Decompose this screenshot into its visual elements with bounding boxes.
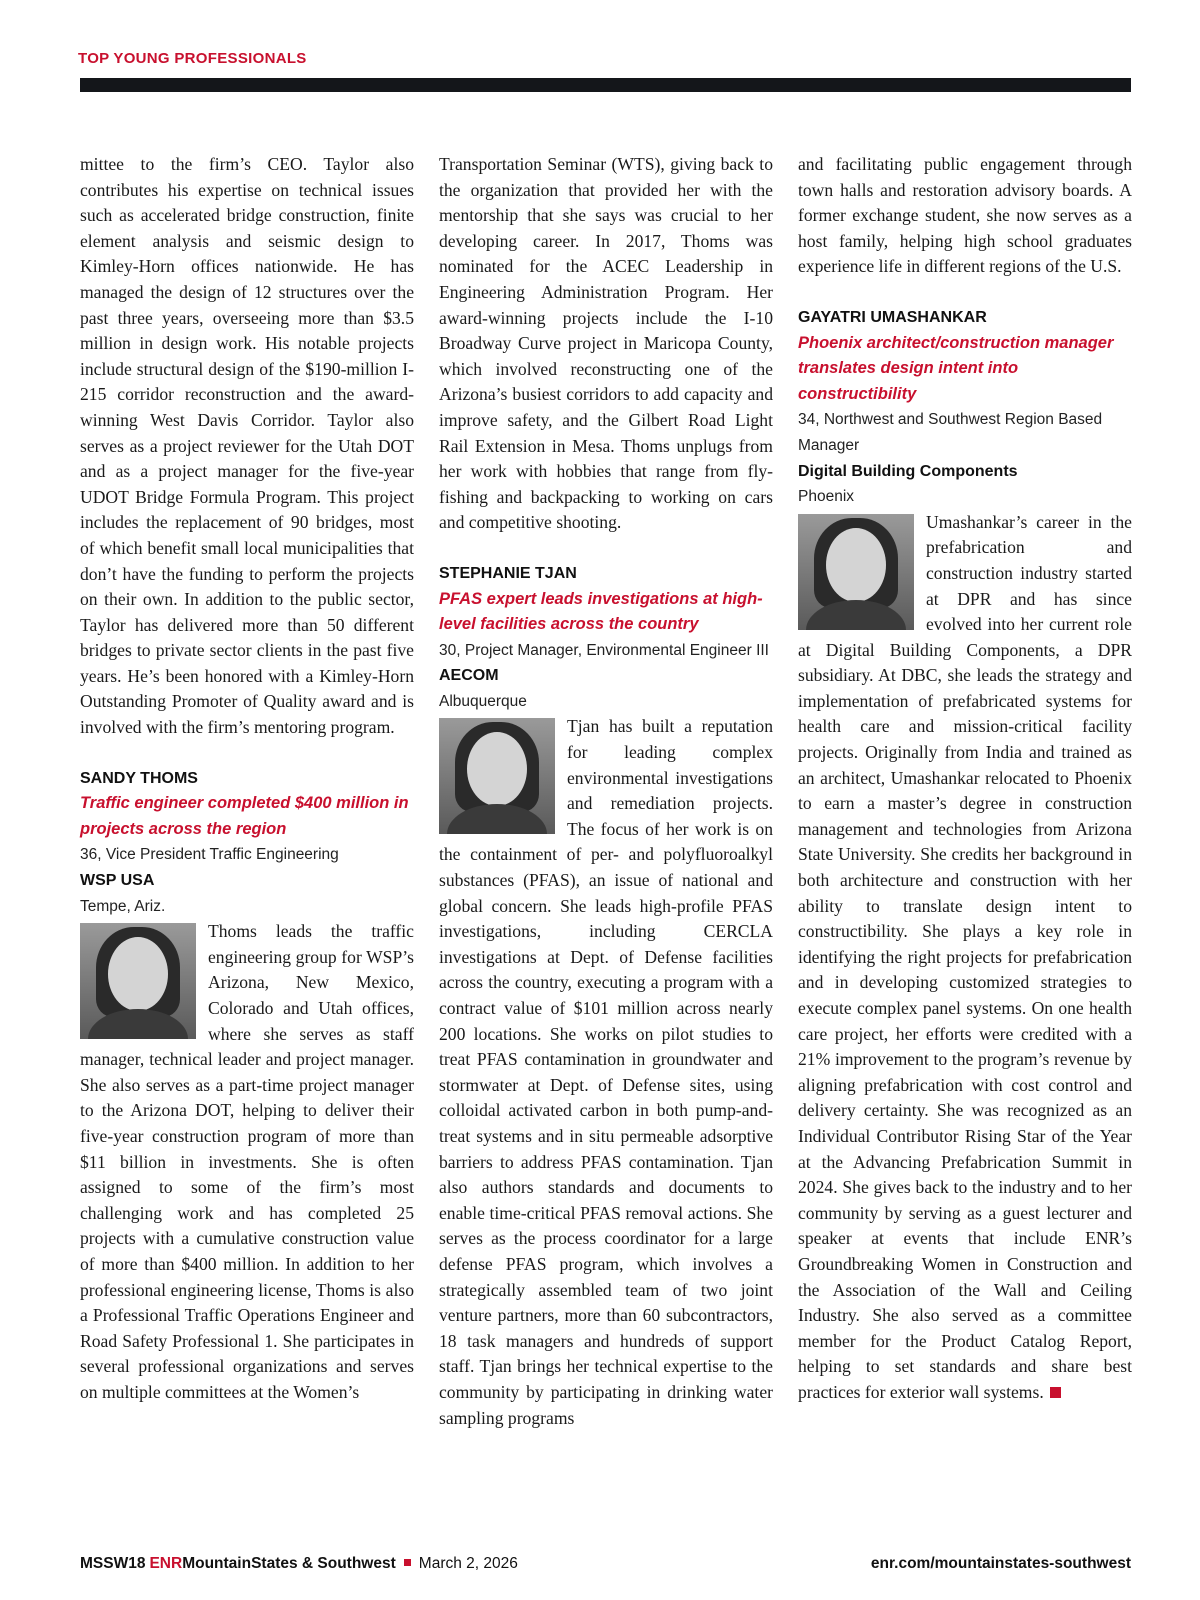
profile-title-tjan: 30, Project Manager, Environmental Engineer III (439, 641, 769, 659)
column-3 (798, 152, 1132, 1406)
profile-company-tjan: AECOM (439, 667, 499, 685)
profile-headline-tjan: PFAS expert leads investigations at high-level facilities across the country (439, 589, 763, 634)
profile-location-thoms: Tempe, Ariz. (80, 897, 166, 915)
taylor-continued-text: mittee to the firm’s CEO. Taylor also contributes his expertise on technical issues such as accelerated bridge construction, finite element analysis and seismic design to Kimley-Horn offices nationwide. He has managed the design of 12 structures over the past three years, overseeing more than $3.5 million in design work. His notable projects include structural design of the $190-million I-215 corridor reconstruction and the award-winning West Davis Corridor. Taylor also serves as a project reviewer for the Utah DOT and as a project manager for the five-year UDOT Bridge Formula Program. This project includes the replacement of 90 bridges, most of which benefit small local municipalities that don’t have the funding to perform the projects on their own. In addition to the public sector, Taylor has delivered more than 50 different bridges to private sector clients in the past five years. He’s been honored with a Kimley-Horn Outstanding Promoter of Quality award and is involved with the firm’s mentoring program. (80, 154, 414, 738)
profile-title-umashankar: 34, Northwest and Southwest Region Based Manager (798, 411, 1103, 454)
profile-location-umashankar: Phoenix (798, 488, 855, 506)
profile-name-tjan: STEPHANIE TJAN (439, 564, 577, 582)
profile-body-tjan-part1: Tjan has built a reputation for leading complex environmental investigations and remediation projects. The focus of her work is on the containment of per- and polyfluoroalkyl substances (PFAS), an issue of national and global concern. She leads high-profile PFAS investigations, including CERCLA investigations at Dept. of Defense facilities across the country, executing a program with a contract value of $101 million across nearly 200 locations. She works on pilot studies to treat PFAS contamination in groundwater and stormwater at Dept. of Defense sites, using colloidal activated carbon in both pump-and-treat systems and in situ permeable adsorptive barriers to address PFAS contamination. Tjan also authors standards and documents to enable time-critical PFAS removal actions. She serves as the process coordinator for a large defense PFAS program, which involves a strategically assembled team of two joint venture partners, more than 60 subcontractors, 18 task managers and hundreds of support staff. Tjan brings her technical expertise to the community by participating in drinking water sampling programs (439, 716, 773, 1428)
portrait-photo-tjan (439, 718, 555, 834)
section-label: TOP YOUNG PROFESSIONALS (78, 50, 307, 67)
profile-title-thoms: 36, Vice President Traffic Engineering (80, 846, 339, 864)
page-number: MSSW18 (80, 1555, 146, 1572)
footer-url: enr.com/mountainstates-southwest (870, 1555, 1131, 1572)
profile-company-thoms: WSP USA (80, 872, 155, 890)
portrait-photo-umashankar (798, 514, 914, 630)
footer-left (80, 1555, 518, 1573)
profile-body-thoms-part2: Transportation Seminar (WTS), giving back to the organization that provided her with the mentorship that she says was crucial to her developing career. In 2017, Thoms was nominated for the ACEC Leadership in Engineering Administration Program. Her award-winning projects include the I-10 Broadway Curve project in Maricopa County, which involved reconstructing one of the Arizona’s busiest corridors to add capacity and improve safety, and the Gilbert Road Light Rail Extension in Mesa. Thoms unplugs from her work with hobbies that range from fly-fishing and backpacking to working on cars and competitive shooting. (439, 154, 773, 533)
page-footer (80, 1555, 1131, 1573)
profile-headline-umashankar: Phoenix architect/construction manager translates design intent into constructibility (798, 333, 1114, 403)
end-of-story-mark (1050, 1387, 1061, 1398)
profile-body-umashankar: Umashankar’s career in the prefabrication and construction industry started at DPR and has since evolved into her current role at Digital Building Components, a DPR subsidiary. At DBC, she leads the strategy and implementation of prefabricated systems for health care and mission-critical facility projects. Originally from India and trained as an architect, Umashankar relocated to Phoenix to earn a master’s degree in construction management and technologies from Arizona State University. She credits her background in both architecture and construction with her ability to translate design intent to constructibility. She plays a key role in identifying the right projects for prefabrication and in developing customized strategies to execute complex panel systems. On one health care project, her efforts were credited with a 21% improvement to the program’s revenue by aligning prefabrication with cost control and delivery certainty. She was recognized as an Individual Contributor Rising Star of the Year at the Advancing Prefabrication Summit in 2024. She gives back to the industry and to her community by serving as a guest lecturer and speaker at events that include ENR’s Groundbreaking Women in Construction and the Association of the Wall and Ceiling Industry. She also served as a committee member for the Product Catalog Report, helping to set standards and share best practices for exterior wall systems. (798, 511, 1132, 1402)
column-2 (439, 152, 773, 1431)
profile-body-umashankar-text (798, 510, 1132, 1406)
profile-body-tjan-part2: and facilitating public engagement through town halls and restoration advisory boards. A former exchange student, she now serves as a host family, helping high school graduates experience life in different regions of the U.S. (798, 154, 1132, 277)
brand-edition-name: MountainStates & Southwest (182, 1555, 396, 1572)
brand-enr-logo: ENR (149, 1555, 183, 1572)
footer-separator-square (404, 1559, 411, 1566)
profile-name-umashankar: GAYATRI UMASHANKAR (798, 308, 987, 326)
profile-body-thoms-part1: Thoms leads the traffic engineering group for WSP’s Arizona, New Mexico, Colorado and Utah offices, where she serves as staff manager, technical leader and project manager. She also serves as a part-time project manager to the Arizona DOT, helping to deliver their five-year construction program of more than $11 billion in investments. She is often assigned to some of the firm’s most challenging work and has completed 25 projects with a cumulative construction value of more than $400 million. In addition to her professional engineering license, Thoms is also a Professional Traffic Operations Engineer and Road Safety Professional 1. She participates in several professional organizations and serves on multiple committees at the Women’s (80, 921, 414, 1402)
profile-headline-thoms: Traffic engineer completed $400 million in projects across the region (80, 794, 409, 838)
header-rule (80, 78, 1131, 92)
portrait-photo-thoms (80, 923, 196, 1039)
profile-location-tjan: Albuquerque (439, 692, 527, 710)
issue-date: March 2, 2026 (418, 1555, 518, 1572)
profile-company-umashankar: Digital Building Components (798, 462, 1018, 480)
profile-name-thoms: SANDY THOMS (80, 769, 198, 787)
column-1 (80, 152, 414, 1406)
